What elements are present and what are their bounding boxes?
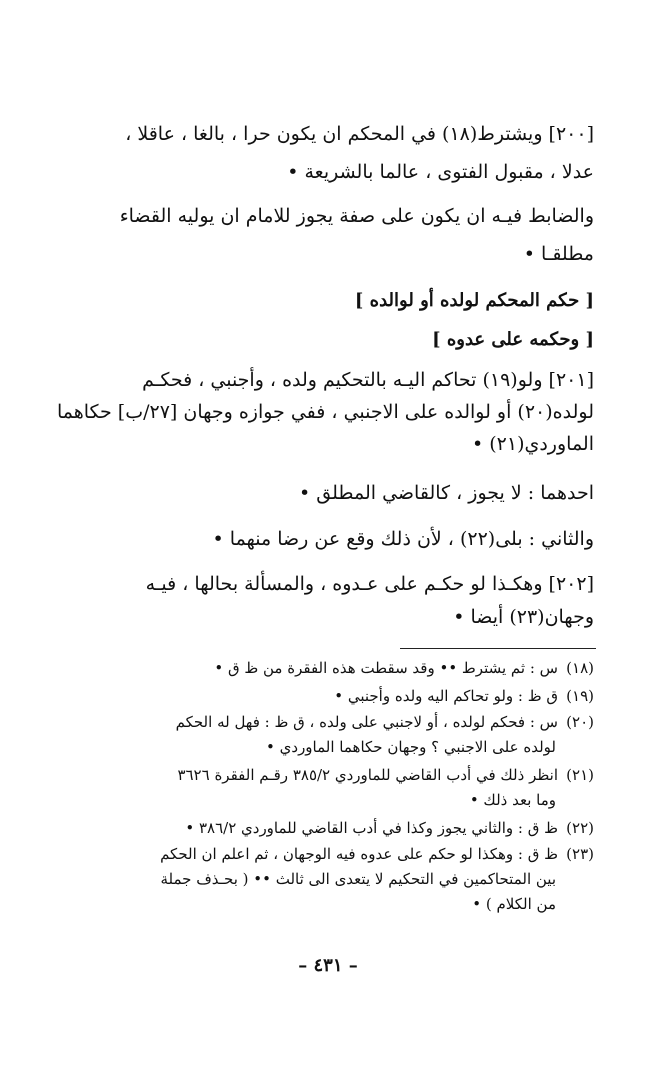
paragraph-200-line-1: [٢٠٠] ويشترط(١٨) في المحكم ان يكون حرا ، بالغا ، عاقلا ،	[125, 123, 594, 145]
first-opinion: احدهما : لا يجوز ، كالقاضي المطلق •	[299, 482, 594, 504]
footnote-19	[334, 684, 594, 708]
footnote-21-continued: وما بعد ذلك •	[469, 791, 556, 809]
footnote-text: س : ثم يشترط •• وقد سقطت هذه الفقرة من ظ ق •	[214, 659, 558, 677]
second-opinion: والثاني : بلى(٢٢) ، لأن ذلك وقع عن رضا منهما •	[212, 528, 594, 550]
paragraph-200-line-2: عدلا ، مقبول الفتوى ، عالما بالشريعة •	[287, 161, 594, 183]
section-heading-1: [ حكم المحكم لولده أو لوالده ]	[354, 290, 594, 311]
footnote-22	[185, 816, 594, 840]
footnote-text: ظ ق : والثاني يجوز وكذا في أدب القاضي للماوردي ٣٨٦/٢ •	[185, 819, 558, 837]
paragraph-201-line-2: لولده(٢٠) أو لوالده على الاجنبي ، ففي جوازه وجهان [٢٧/ب] حكاهما	[56, 401, 594, 423]
footnote-separator	[400, 648, 596, 649]
footnote-text: انظر ذلك في أدب القاضي للماوردي ٣٨٥/٢ رقـم الفقرة ٣٦٢٦	[177, 766, 558, 784]
definition-line-1: والضابط فيـه ان يكون على صفة يجوز للامام ان يوليه القضاء	[119, 205, 594, 227]
paragraph-201-line-3: الماوردي(٢١) •	[471, 433, 594, 455]
footnote-number: (١٨)	[566, 659, 594, 677]
footnote-18	[214, 656, 594, 680]
page-number: – ٤٣١ –	[298, 955, 358, 976]
footnote-text: ظ ق : وهكذا لو حكم على عدوه فيه الوجهان ، ثم اعلم ان الحكم	[160, 845, 558, 863]
footnote-number: (٢٢)	[566, 819, 594, 837]
footnote-text: س : فحكم لولده ، أو لاجنبي على ولده ، ق ظ : فهل له الحكم	[175, 713, 558, 731]
footnote-20	[176, 710, 594, 734]
footnote-number: (٢٠)	[566, 713, 594, 731]
section-heading-2: [ وحكمه على عدوه ]	[432, 329, 594, 350]
footnote-number: (٢٣)	[566, 845, 594, 863]
paragraph-201-line-1: [٢٠١] ولو(١٩) تحاكم اليـه بالتحكيم ولده ، وأجنبي ، فحكـم	[142, 369, 594, 391]
footnote-23	[160, 842, 594, 866]
paragraph-202-line-2: وجهان(٢٣) أيضا •	[453, 606, 594, 628]
footnote-23-continued-1: بين المتحاكمين في التحكيم لا يتعدى الى ثالث •• ( بحـذف جملة	[160, 870, 556, 888]
footnote-23-continued-2: من الكلام ) •	[472, 895, 556, 913]
paragraph-202-line-1: [٢٠٢] وهكـذا لو حكـم على عـدوه ، والمسألة بحالها ، فيـه	[145, 573, 594, 595]
footnote-number: (٢١)	[566, 766, 594, 784]
footnote-number: (١٩)	[566, 687, 594, 705]
footnote-21	[177, 763, 594, 787]
footnote-20-continued: لولده على الاجنبي ؟ وجهان حكاهما الماوردي •	[266, 738, 556, 756]
footnote-text: ق ظ : ولو تحاكم اليه ولده وأجنبي •	[334, 687, 558, 705]
definition-line-2: مطلقـا •	[523, 243, 594, 265]
